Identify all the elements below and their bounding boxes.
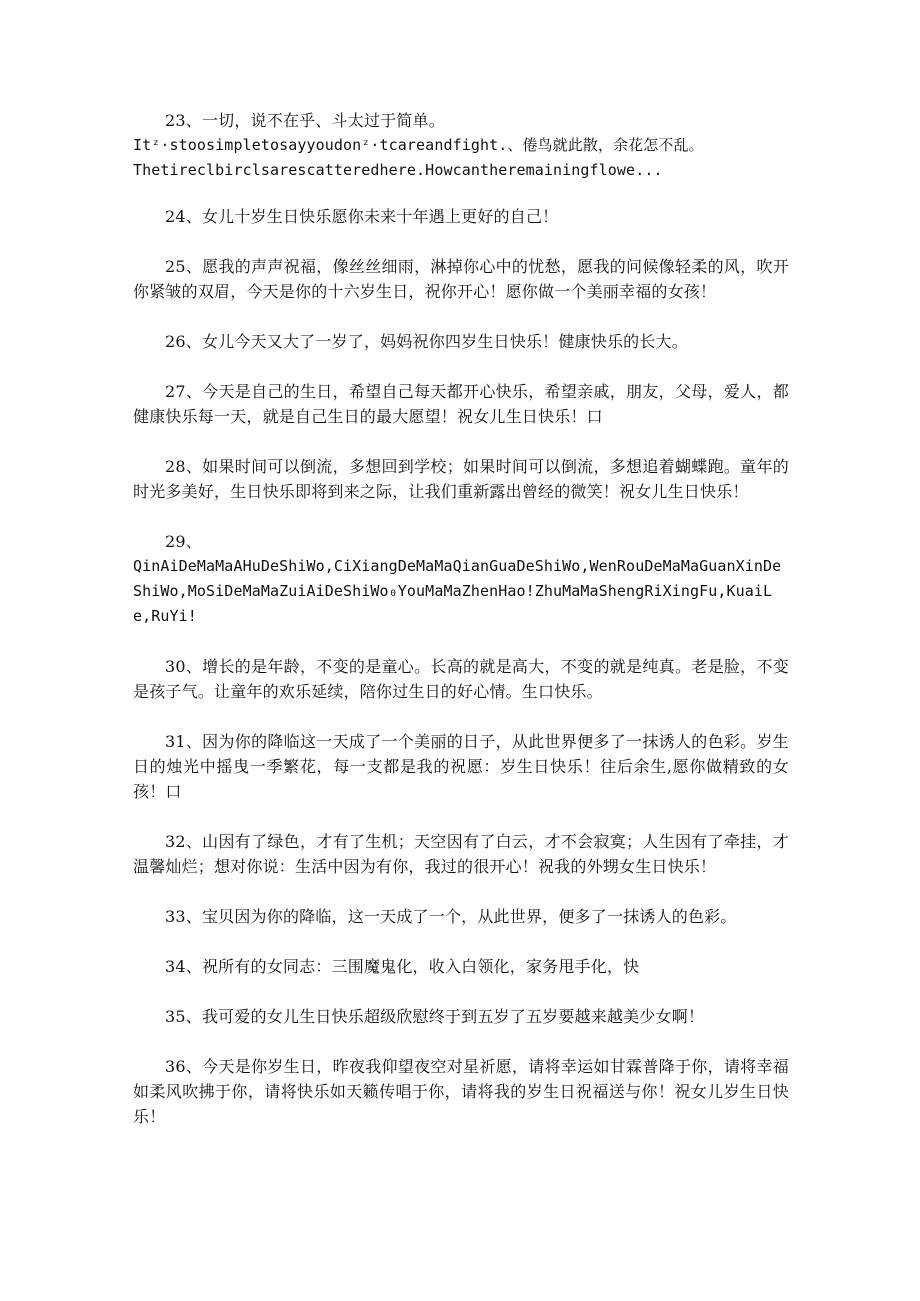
paragraph-23-line-3: Thetireclbirclsarescatteredhere.Howcantheremainingflowe... [133,161,663,179]
paragraph-36: 36、今天是你岁生日，昨夜我仰望夜空对星祈愿，请将幸运如甘霖普降于你，请将幸福如柔风吹拂于你，请将快乐如天籁传唱于你，请将我的岁生日祝福送与你！祝女儿岁生日快乐！ [133,1057,789,1126]
document-body [133,108,789,1154]
paragraph-29 [133,529,789,629]
paragraph-29-line-1: 29、 [165,532,202,551]
paragraph-24: 24、女儿十岁生日快乐愿你未来十年遇上更好的自己！ [165,207,559,226]
paragraph-23 [133,108,789,183]
paragraph-27: 27、今天是自己的生日，希望自己每天都开心快乐，希望亲戚，朋友，父母，爱人，都健康快乐每一天，就是自己生日的最大愿望！祝女儿生日快乐！口 [133,382,789,426]
paragraph-28: 28、如果时间可以倒流，多想回到学校；如果时间可以倒流，多想追着蝴蝶跑。童年的时光多美好，生日快乐即将到来之际，让我们重新露出曾经的微笑！祝女儿生日快乐！ [133,457,789,501]
paragraph-30: 30、增长的是年龄，不变的是童心。长高的就是高大，不变的就是纯真。老是脸，不变是孩子气。让童年的欢乐延续，陪你过生日的好心情。生口快乐。 [133,657,789,701]
paragraph-26: 26、女儿今天又大了一岁了，妈妈祝你四岁生日快乐！健康快乐的长大。 [165,332,688,351]
paragraph-33: 33、宝贝因为你的降临，这一天成了一个，从此世界，便多了一抹诱人的色彩。 [165,907,737,926]
paragraph-25: 25、愿我的声声祝福，像丝丝细雨，淋掉你心中的忧愁，愿我的问候像轻柔的风，吹开你紧皱的双眉，今天是你的十六岁生日，祝你开心！愿你做一个美丽幸福的女孩！ [133,257,789,301]
paragraph-31: 31、因为你的降临这一天成了一个美丽的日子，从此世界便多了一抹诱人的色彩。岁生日的烛光中摇曳一季繁花，每一支都是我的祝愿：岁生日快乐！往后余生,愿你做精致的女孩！口 [133,732,789,801]
paragraph-23-line-1: 23、一切，说不在乎、斗太过于简单。 [165,111,445,130]
paragraph-34: 34、祝所有的女同志：三围魔鬼化，收入白领化，家务甩手化，快 [165,957,640,976]
paragraph-32: 32、山因有了绿色，才有了生机；天空因有了白云，才不会寂寞；人生因有了牵挂，才温馨灿烂；想对你说：生活中因为有你，我过的很开心！祝我的外甥女生日快乐！ [133,832,789,876]
paragraph-23-line-2: Itᶻ·stoosimpletosayyoudonᶻ·tcareandfight.、倦鸟就此散，余花怎不乱。 [133,136,704,154]
paragraph-35: 35、我可爱的女儿生日快乐超级欣慰终于到五岁了五岁要越来越美少女啊！ [165,1007,705,1026]
paragraph-29-line-2: QinAiDeMaMaAHuDeShiWo,CiXiangDeMaMaQianGuaDeShiWo,WenRouDeMaMaGuanXinDeShiWo,MoSiDeMaMaZuiAiDeShiWo₀YouMaMaZhenHao!ZhuMaMaShengRiXingFu,KuaiLe,RuYi! [133,557,782,625]
